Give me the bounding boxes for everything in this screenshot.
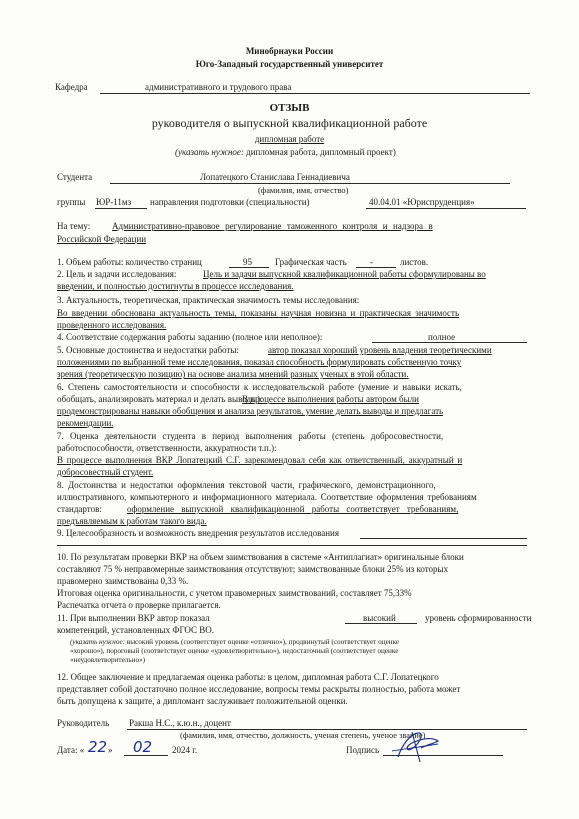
item-11-label-2: компетенций, установленных ФГОС ВО. xyxy=(57,625,215,635)
date-day: 22 xyxy=(88,738,108,756)
item-2-label: 2. Цель и задачи исследования: xyxy=(57,269,177,279)
item-5-text-2: положениями по выбранной теме исследования, показал способность формулировать собственную точку xyxy=(57,357,462,367)
item-11-label: 11. При выполнении ВКР автор показал xyxy=(57,613,210,623)
item-4-label: 4. Соответствие содержания работы заданию (полное или неполное): xyxy=(57,332,323,342)
supervisor-label: Руководитель xyxy=(57,718,110,728)
item-11-level: высокий xyxy=(363,613,396,623)
supervisor-hint: (фамилия, имя, отчество, должность, ученая степень, ученое звание) xyxy=(180,731,426,740)
item-8-label-2: иллюстративного, компьютерного и информационного материала. Соответствие оформления требованиям xyxy=(57,492,477,502)
item-12-text-2: представляет собой достаточно полное исследование, вопросы темы раскрыты полностью, работа может xyxy=(57,684,461,694)
item-11-level-suffix: уровень сформированности xyxy=(425,613,532,623)
item-8-text-1: оформление выпускной квалификационной работы соответствует требованиям, xyxy=(127,504,459,514)
item-10-text-5: Распечатка отчета о проверке прилагается. xyxy=(57,600,221,610)
item-10-text-2: составляют 75 % неправомерные заимствования отсутствуют; заимствованные блоки 25% из которых xyxy=(57,564,449,574)
topic-line-2: Российской Федерации xyxy=(57,234,147,244)
supervisor-name: Ракша Н.С., к.ю.н., доцент xyxy=(129,718,231,728)
group-label: группы xyxy=(57,197,86,207)
ministry-name: Минобрнауки России xyxy=(245,46,334,56)
item-1-dash: - xyxy=(370,257,373,267)
item-5-text-3: зрения (теоретическую позицию) на основе анализа мнений разных ученых в этой области. xyxy=(57,369,409,379)
student-name: Лопатецкого Станислава Геннадиевича xyxy=(200,172,350,182)
item-7-label-2: работоспособности, ответственности, аккуратности т.п.): xyxy=(57,443,277,453)
item-5-text-1: автор показал хороший уровень владения теоретическими xyxy=(268,345,492,355)
direction-label: направления подготовки (специальности) xyxy=(150,197,310,207)
item-11-hint-2: «хорошо»), пороговый (соответствует оценке «удовлетворительно»), недостаточный (соответствует оценке xyxy=(70,647,399,655)
item-3-text-1: Во введении обоснована актуальность темы, показаны научная новизна и практическая значимость xyxy=(57,308,460,318)
student-hint: (фамилия, имя, отчество) xyxy=(258,186,349,195)
item-1-label: 1. Объем работы: количество страниц xyxy=(57,257,202,267)
university-name: Юго-Западный государственный университет xyxy=(195,59,384,69)
item-9-label: 9. Целесообразность и возможность внедрения результатов исследования xyxy=(57,528,339,538)
item-10-text-4: Итоговая оценка оригинальности, с учетом правомерных заимствований, составляет 75,33% xyxy=(57,588,412,598)
topic-line-1: Административно-правовое регулирование таможенного контроля и надзора в xyxy=(112,221,433,231)
work-type: дипломная работе xyxy=(254,134,325,144)
item-7-label-1: 7. Оценка деятельности студента в период выполнения работы (степень добросовестности, xyxy=(57,431,444,441)
doc-title: ОТЗЫВ xyxy=(269,102,310,114)
item-8-label-1: 8. Достоинства и недостатки оформления текстовой части, графического, демонстрационного, xyxy=(57,480,436,490)
date-year: 2024 г. xyxy=(172,745,198,755)
group-value: ЮР-11мз xyxy=(96,197,132,207)
department-value: административного и трудового права xyxy=(145,82,292,92)
item-10-text-1: 10. По результатам проверки ВКР на объем заимствования в системе «Антиплагиат» оригинальные блоки xyxy=(57,552,464,562)
item-1-graphic: Графическая часть xyxy=(275,257,347,267)
work-type-hint: (указать нужное: дипломная работа, дипломный проект) xyxy=(175,147,396,157)
department-label: Кафедра xyxy=(55,82,88,92)
item-7-text-2: добросовестный студент. xyxy=(57,467,154,477)
item-12-text-1: 12. Общее заключение и предлагаемая оценка работы: в целом, дипломная работа С.Г. Лопатецкого xyxy=(57,672,439,682)
item-4-value: полное xyxy=(428,332,456,342)
date-label: Дата: « xyxy=(57,745,85,755)
date-quote: » xyxy=(108,745,113,755)
item-10-text-3: правомерно заимствованы 0,33 %. xyxy=(57,576,189,586)
item-11-hint-1: (указать нужное: высокий уровень (соответствует оценке «отлично»), продвинутый (соответствует оценке xyxy=(70,638,400,646)
item-12-text-3: быть допущена к защите, а дипломант заслуживает положительной оценки. xyxy=(57,696,348,706)
item-5-label: 5. Основные достоинства и недостатки работы: xyxy=(57,345,239,355)
item-6-text-2: продемонстрированы навыки обобщения и анализа результатов, умение делать выводы и предлагать xyxy=(57,406,444,416)
signature-label: Подпись xyxy=(346,745,380,755)
item-11-hint-3: «неудовлетворительно») xyxy=(70,656,146,664)
date-month: 02 xyxy=(133,738,153,756)
item-2-text-2: введении, и полностью достигнуты в процессе исследования. xyxy=(57,281,294,291)
item-6-label-1: 6. Степень самостоятельности и способности к исследовательской работе (умение и навыки искать, xyxy=(57,382,462,392)
student-label: Студента xyxy=(57,172,93,182)
item-1-pages: 95 xyxy=(243,257,252,267)
item-8-text-2: предъявляемым к работам такого вида. xyxy=(57,516,207,526)
item-6-text-1: В процессе выполнения работы автором были xyxy=(242,394,419,404)
item-2-text-1: Цель и задачи выпускной квалификационной работы сформулированы во xyxy=(203,269,486,279)
item-6-text-3: рекомендации. xyxy=(57,418,114,428)
item-3-label: 3. Актуальность, теоретическая, практическая значимость темы исследования: xyxy=(57,295,360,305)
item-8-label-3: стандартов: xyxy=(57,504,102,514)
doc-subtitle: руководителя о выпускной квалификационной работе xyxy=(151,116,428,130)
item-6-label-2: обобщать, анализировать материал и делать выводы): xyxy=(57,394,263,404)
item-7-text-1: В процессе выполнения ВКР Лопатецкий С.Г. зарекомендовал себя как ответственный, аккуратный и xyxy=(57,455,463,465)
direction-value: 40.04.01 «Юриспруденция» xyxy=(369,197,475,207)
item-3-text-2: проведенного исследования. xyxy=(57,320,167,330)
item-1-sheets: листов. xyxy=(400,257,429,267)
topic-label: На тему: xyxy=(57,221,91,231)
